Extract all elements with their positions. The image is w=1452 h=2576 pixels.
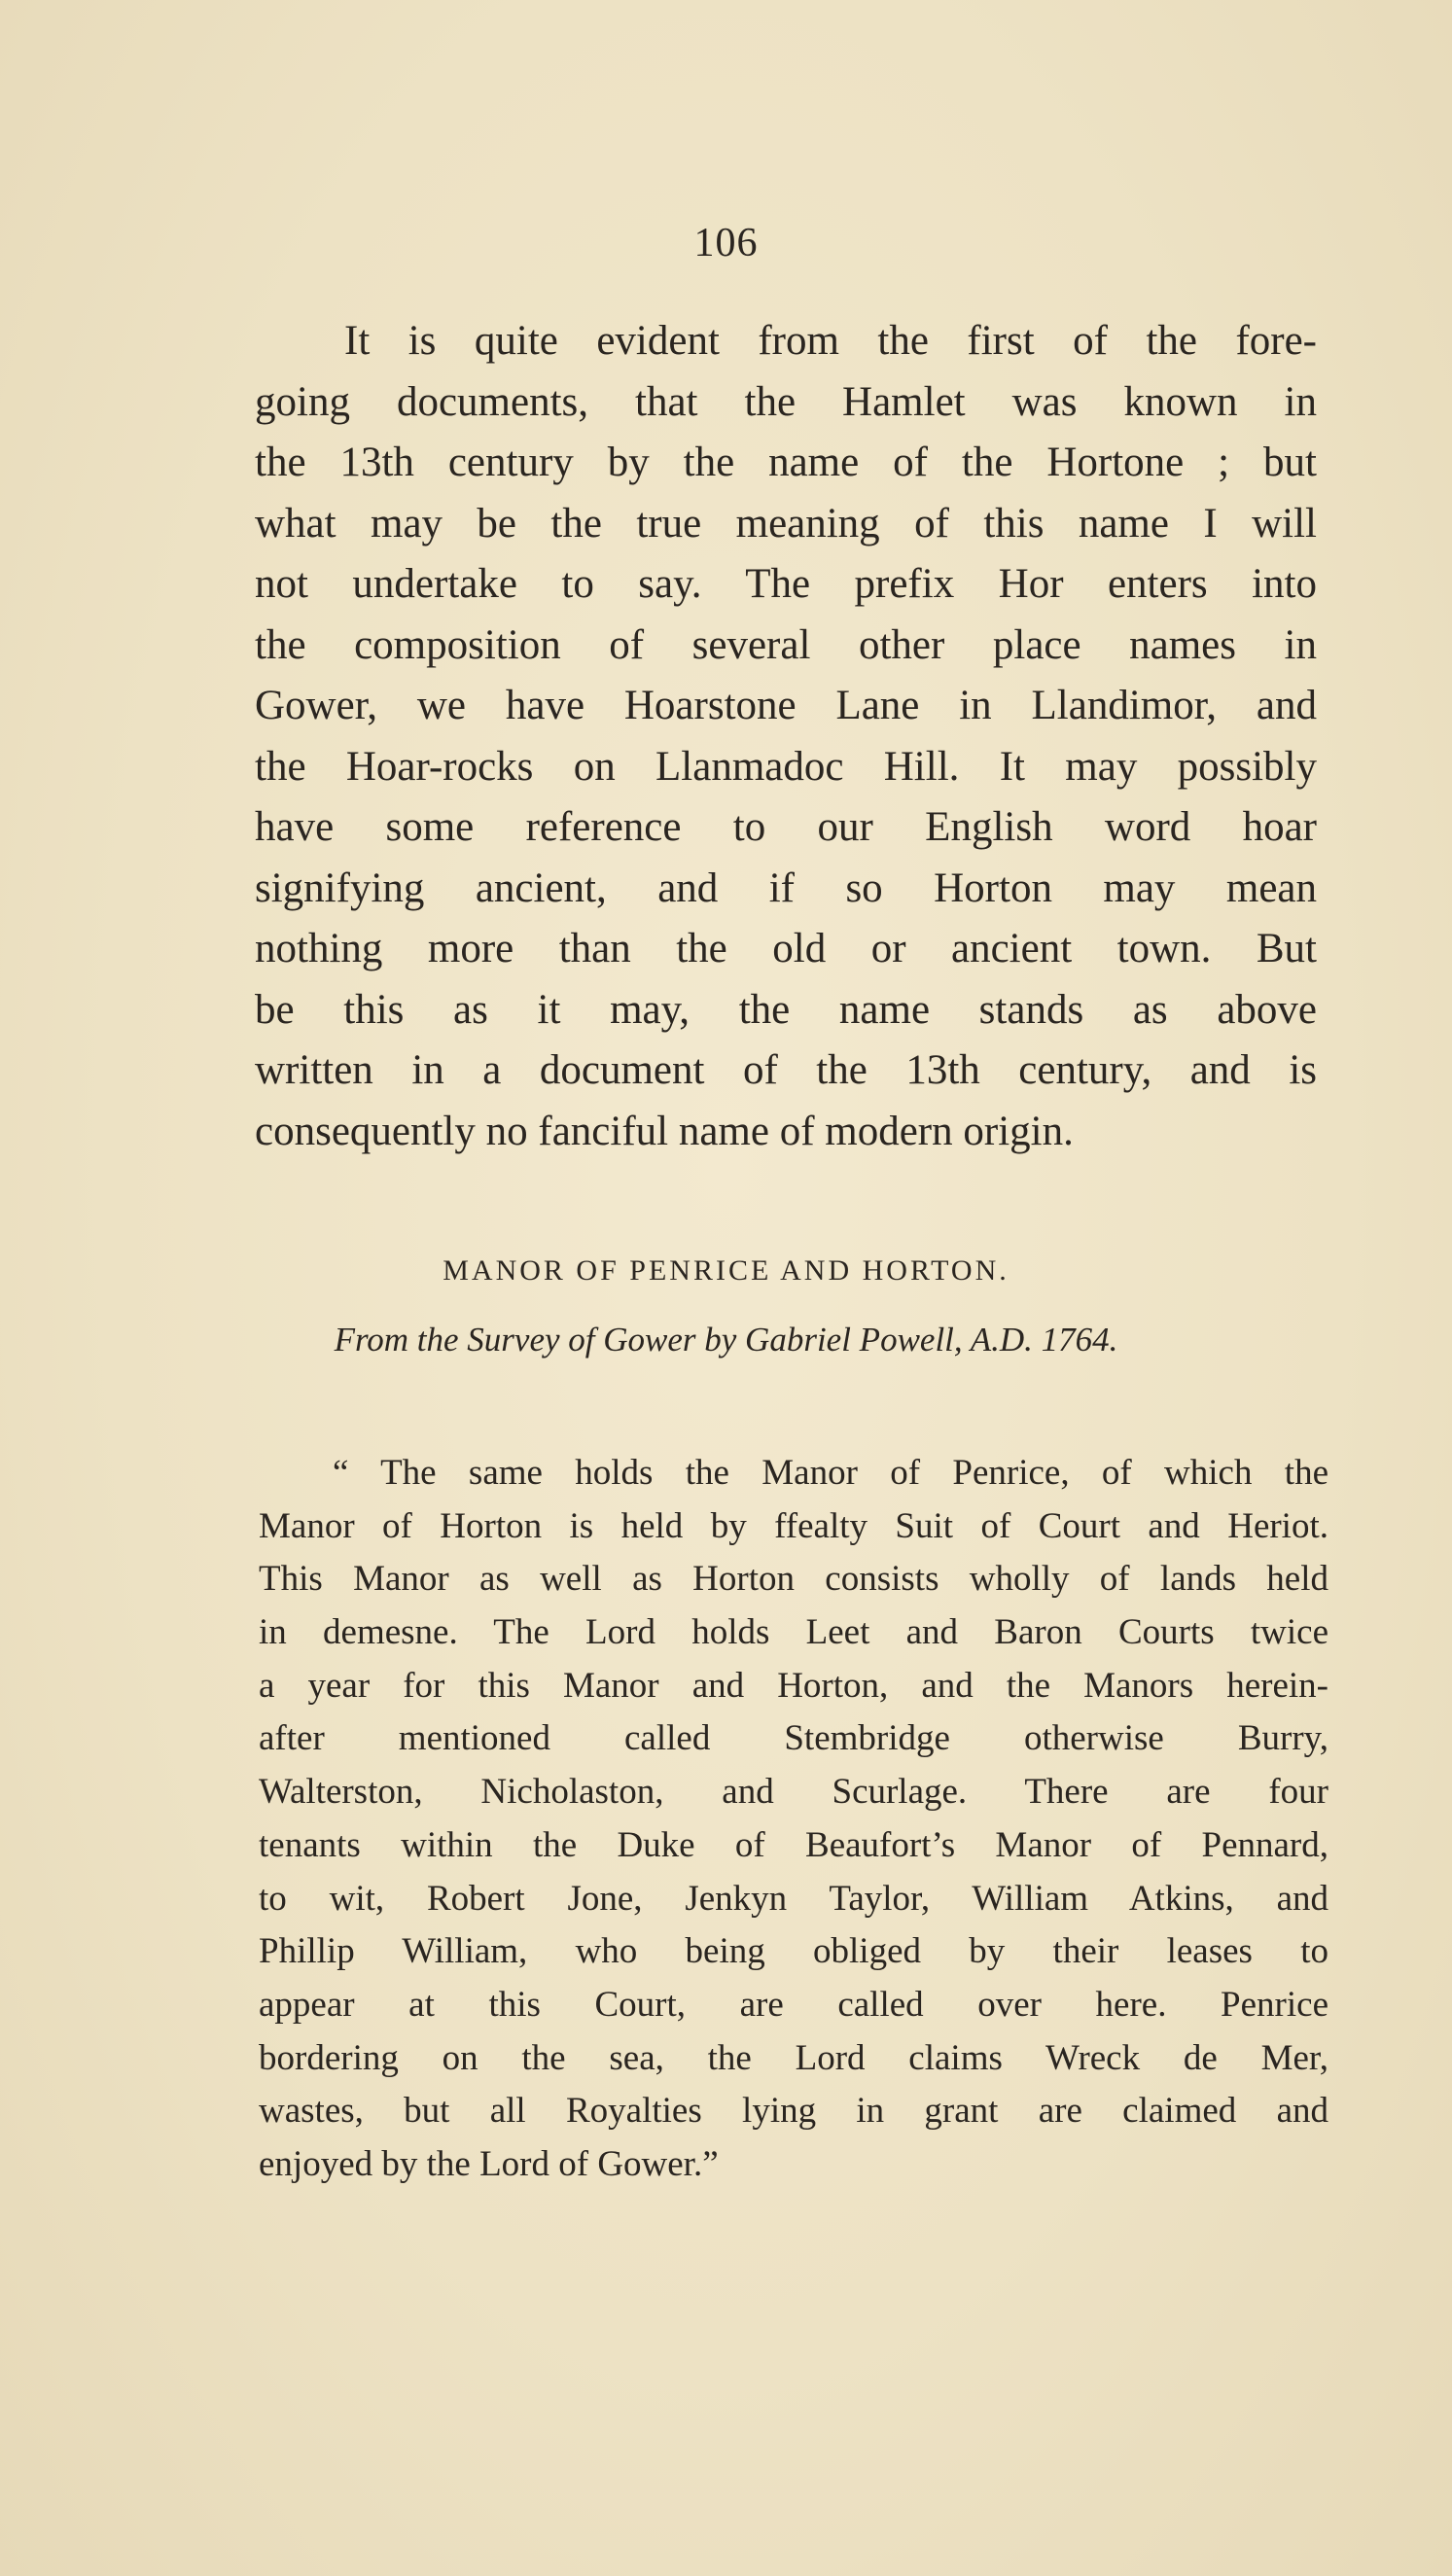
quote-line: appear at this Court, are called over here. Penrice bbox=[259, 1984, 1328, 2025]
quote-line: to wit, Robert Jone, Jenkyn Taylor, William Atkins, and bbox=[259, 1878, 1328, 1919]
paragraph-line: nothing more than the old or ancient town. But bbox=[255, 926, 1317, 971]
source-citation: From the Survey of Gower by Gabriel Powell, A.D. 1764. bbox=[334, 1321, 1118, 1359]
body-paragraph bbox=[255, 311, 1317, 1162]
quote-line: enjoyed by the Lord of Gower.” bbox=[259, 2143, 719, 2184]
quote-line: Phillip William, who being obliged by their leases to bbox=[259, 1931, 1328, 1972]
paragraph-line: not undertake to say. The prefix Hor enters into bbox=[255, 561, 1317, 607]
quoted-passage bbox=[259, 1447, 1328, 2192]
paragraph-line: the composition of several other place names in bbox=[255, 621, 1317, 668]
section-heading: MANOR OF PENRICE AND HORTON. bbox=[443, 1254, 1009, 1287]
quote-line: wastes, but all Royalties lying in grant are claimed and bbox=[259, 2091, 1328, 2132]
page-number: 106 bbox=[693, 221, 759, 265]
quote-line: “ The same holds the Manor of Penrice, of which the bbox=[333, 1453, 1328, 1493]
paragraph-line: the Hoar-rocks on Llanmadoc Hill. It may possibly bbox=[255, 743, 1317, 790]
quote-line: Walterston, Nicholaston, and Scurlage. There are four bbox=[259, 1772, 1328, 1813]
paragraph-line: going documents, that the Hamlet was known in bbox=[255, 378, 1317, 425]
paragraph-line: be this as it may, the name stands as above bbox=[255, 986, 1317, 1033]
quote-line: a year for this Manor and Horton, and the Manors herein- bbox=[259, 1665, 1328, 1706]
paragraph-line: signifying ancient, and if so Horton may mean bbox=[255, 865, 1317, 911]
paragraph-line: written in a document of the 13th century, and is bbox=[255, 1047, 1317, 1093]
paragraph-line: Gower, we have Hoarstone Lane in Llandimor, and bbox=[255, 683, 1317, 728]
quote-line: bordering on the sea, the Lord claims Wreck de Mer, bbox=[259, 2037, 1328, 2078]
quote-line: after mentioned called Stembridge otherwise Burry, bbox=[259, 1718, 1328, 1759]
paragraph-line: have some reference to our English word hoar bbox=[255, 804, 1317, 850]
quote-line: This Manor as well as Horton consists wholly of lands held bbox=[259, 1559, 1328, 1600]
paragraph-line: what may be the true meaning of this name I will bbox=[255, 500, 1317, 547]
paragraph-line: consequently no fanciful name of modern origin. bbox=[255, 1108, 1074, 1154]
quote-line: Manor of Horton is held by ffealty Suit of Court and Heriot. bbox=[259, 1505, 1328, 1546]
paragraph-line: It is quite evident from the first of the fore- bbox=[344, 318, 1317, 364]
quote-line: tenants within the Duke of Beaufort’s Manor of Pennard, bbox=[259, 1824, 1328, 1865]
quote-line: in demesne. The Lord holds Leet and Baron Courts twice bbox=[259, 1612, 1328, 1653]
paragraph-line: the 13th century by the name of the Hortone ; but bbox=[255, 440, 1317, 485]
